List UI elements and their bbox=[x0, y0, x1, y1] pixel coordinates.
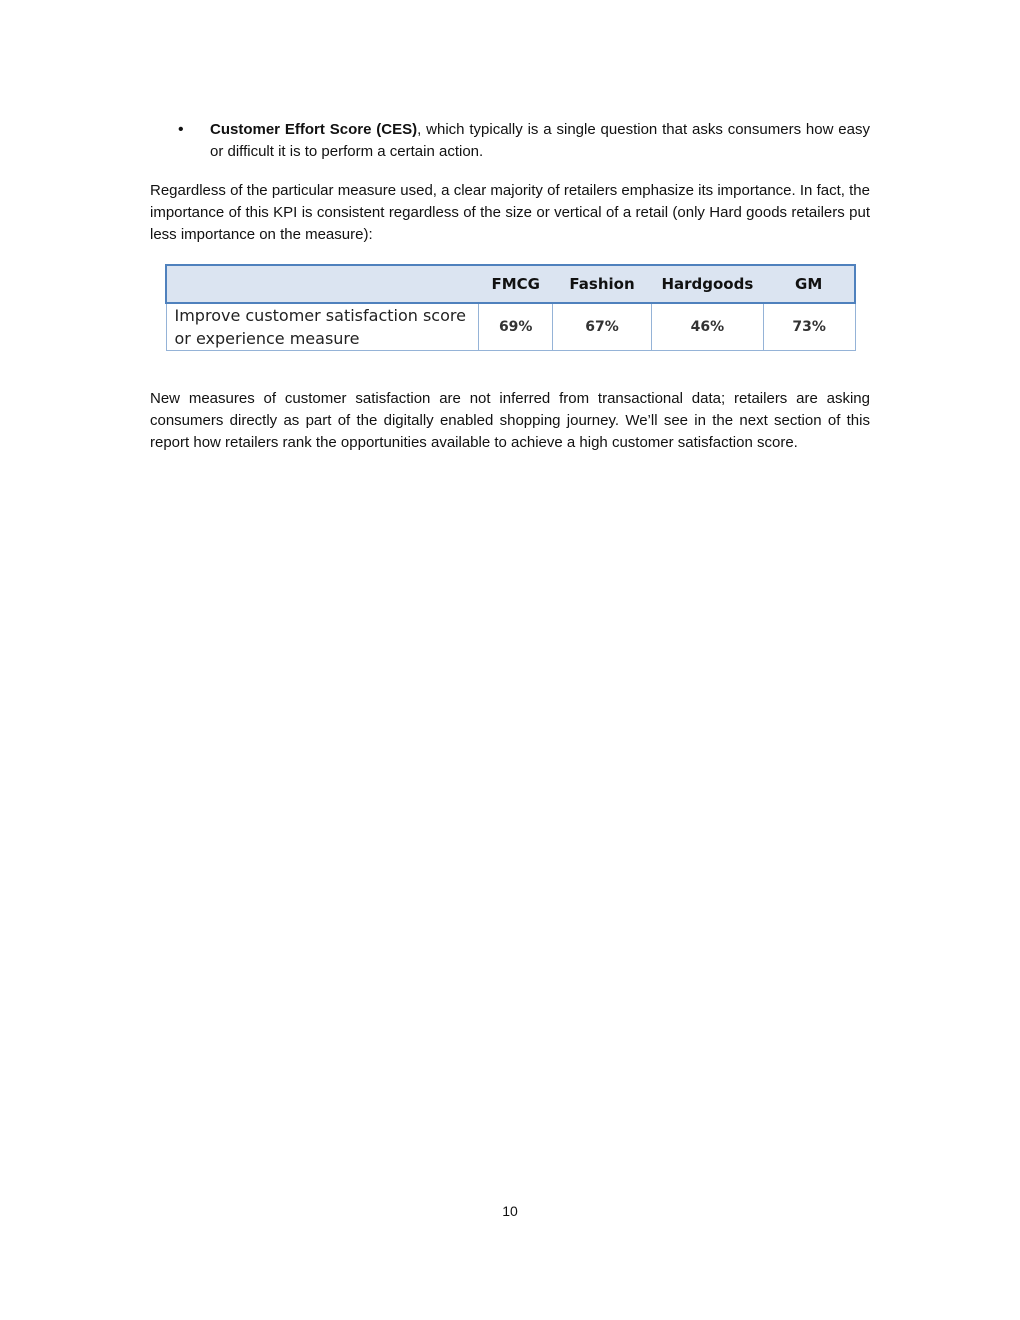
paragraph-new-measures: New measures of customer satisfaction are not inferred from transactional data; retailers are asking consumers directly as part of the digitally enabled shopping journey. We’ll see in the next section of this report how retailers rank the opportunities available to achieve a high customer satisfaction score. bbox=[150, 390, 870, 451]
bullet-item-ces bbox=[150, 119, 870, 163]
kpi-table bbox=[165, 264, 856, 351]
table-cell-hardgoods: 46% bbox=[651, 303, 763, 351]
table-cell-fmcg: 69% bbox=[479, 303, 553, 351]
bullet-description: , which typically is a single question that asks consumers how easy or difficult it is to perform a certain action. bbox=[210, 121, 870, 160]
table-header-hardgoods: Hardgoods bbox=[651, 265, 763, 303]
table-header-fashion: Fashion bbox=[553, 265, 652, 303]
bullet-marker: • bbox=[178, 121, 184, 138]
table-header-row bbox=[166, 265, 855, 303]
table-row bbox=[166, 303, 855, 351]
table-header-fmcg: FMCG bbox=[479, 265, 553, 303]
bullet-bold-term: Customer Effort Score (CES) bbox=[210, 121, 418, 138]
table-header-gm: GM bbox=[763, 265, 855, 303]
table-header-empty bbox=[166, 265, 479, 303]
table-row-label: Improve customer satisfaction score or experience measure bbox=[166, 303, 479, 351]
bullet-text bbox=[210, 119, 870, 163]
page-number: 10 bbox=[502, 1203, 518, 1219]
paragraph-importance: Regardless of the particular measure used, a clear majority of retailers emphasize its importance. In fact, the importance of this KPI is consistent regardless of the size or vertical of a retail (only Hard goods retailers put less importance on the measure): bbox=[150, 182, 870, 243]
table-cell-gm: 73% bbox=[763, 303, 855, 351]
table-cell-fashion: 67% bbox=[553, 303, 652, 351]
